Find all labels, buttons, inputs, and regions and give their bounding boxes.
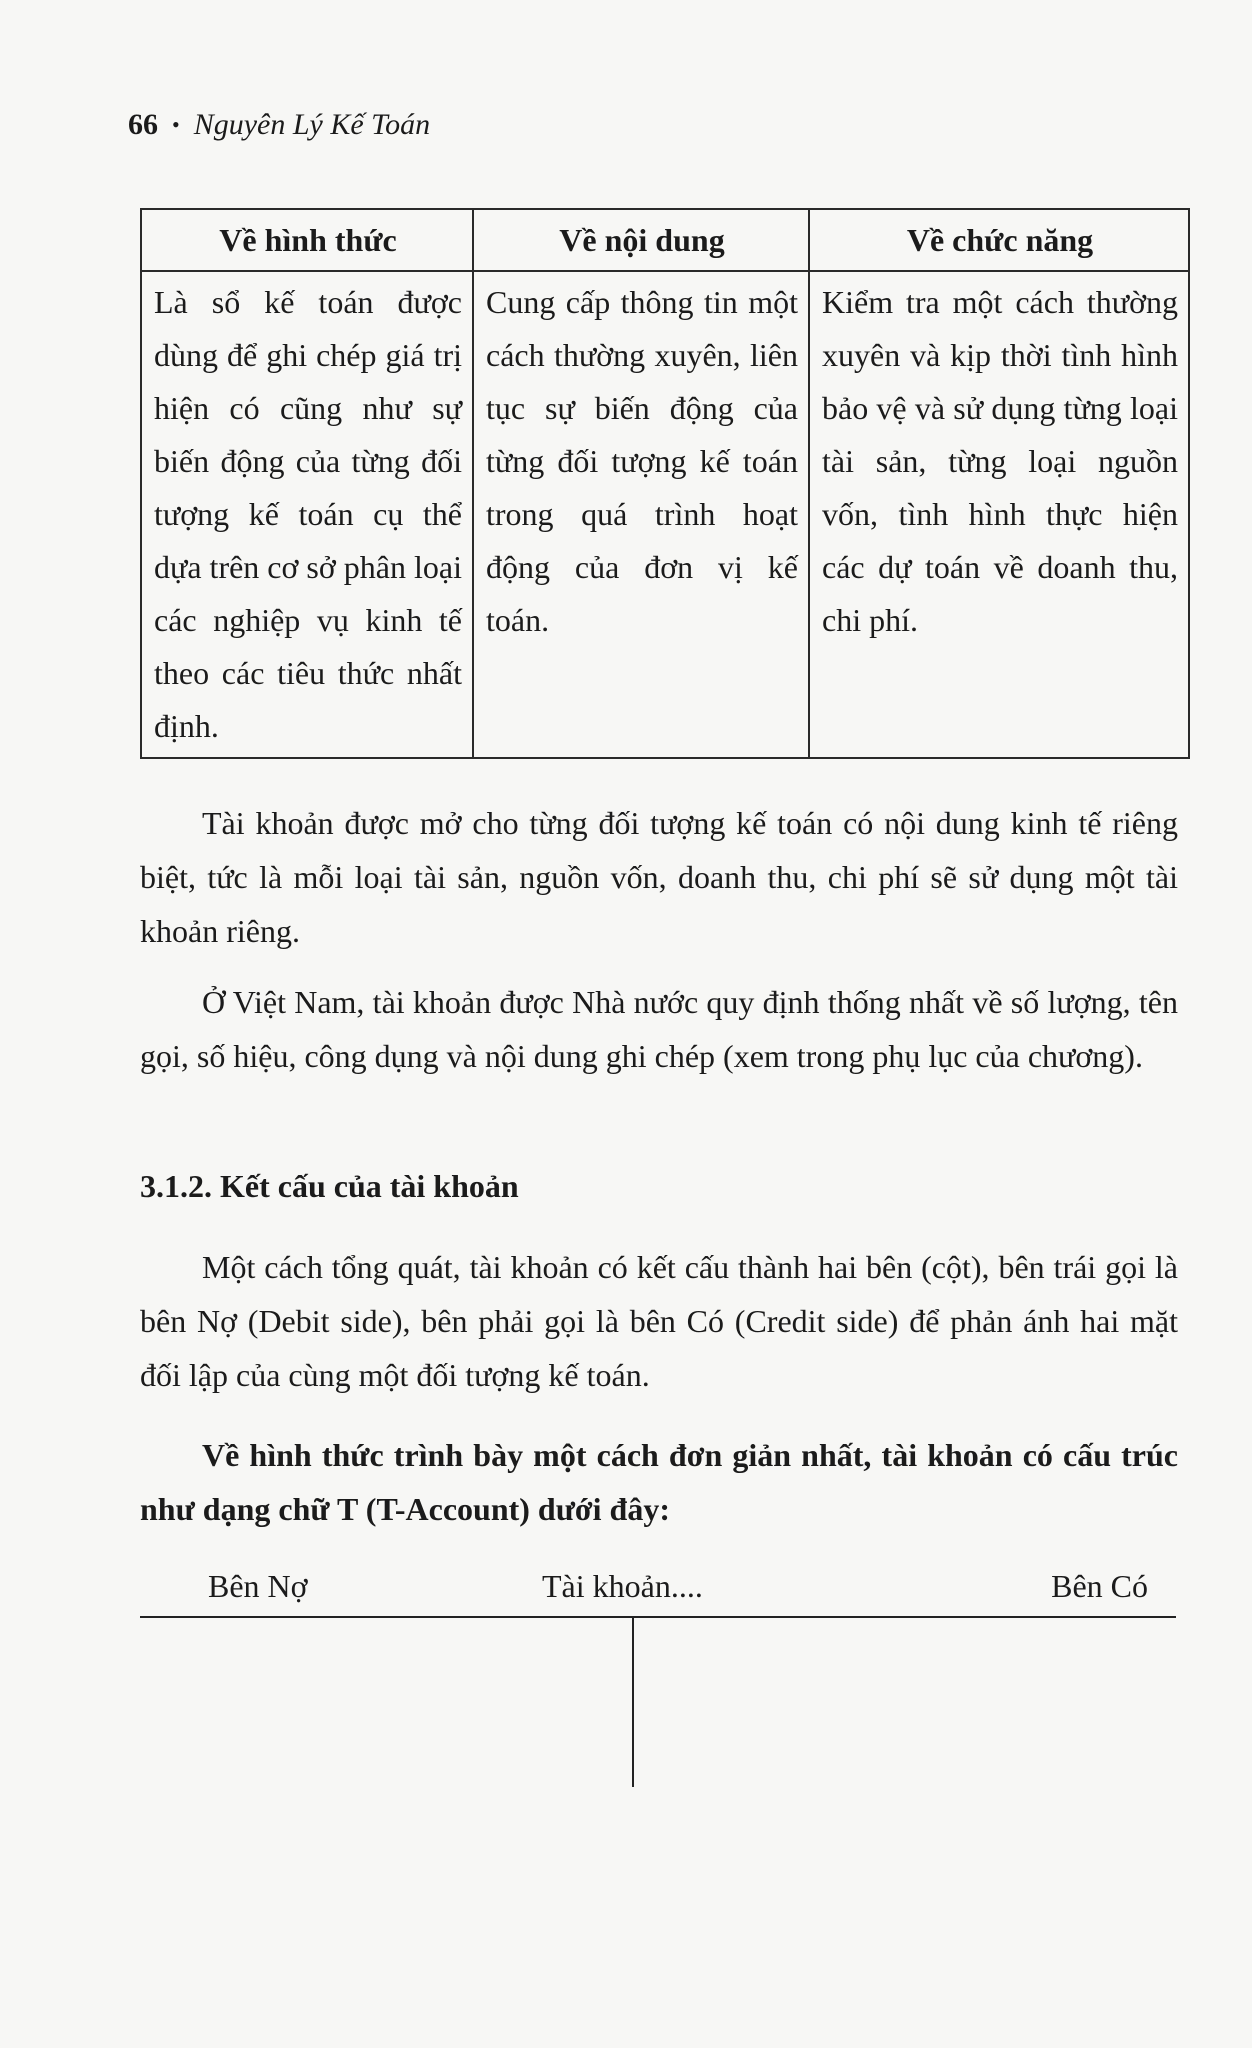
- credit-side-label: Bên Có: [1051, 1568, 1148, 1604]
- section-heading: 3.1.2. Kết cấu của tài khoản: [140, 1168, 519, 1204]
- comparison-table: [140, 208, 1190, 759]
- t-account-diagram: [140, 1568, 1176, 1788]
- account-name-label: Tài khoản....: [542, 1568, 703, 1604]
- t-account-horizontal-line: [140, 1616, 1176, 1618]
- header-bullet: •: [172, 112, 180, 137]
- paragraph-account-per-object: Tài khoản được mở cho từng đối tượng kế toán có nội dung kinh tế riêng biệt, tức là mỗi loại tài sản, nguồn vốn, doanh thu, chi phí sẽ sử dụng một tài khoản riêng.: [140, 805, 1178, 949]
- table-header-row: [141, 209, 1189, 271]
- table-row: [141, 271, 1189, 758]
- header-function: Về chức năng: [809, 209, 1189, 271]
- cell-function: Kiểm tra một cách thường xuyên và kịp thời tình hình bảo vệ và sử dụng từng loại tài sản, từng loại nguồn vốn, tình hình thực hiện các dự toán về doanh thu, chi phí.: [809, 271, 1189, 758]
- t-account-vertical-line: [632, 1617, 634, 1787]
- header-content: Về nội dung: [473, 209, 809, 271]
- cell-form: Là sổ kế toán được dùng để ghi chép giá trị hiện có cũng như sự biến động của từng đối tượng kế toán cụ thể dựa trên cơ sở phân loại các nghiệp vụ kinh tế theo các tiêu thức nhất định.: [141, 271, 473, 758]
- cell-content: Cung cấp thông tin một cách thường xuyên, liên tục sự biến động của từng đối tượng kế toán trong quá trình hoạt động của đơn vị kế toán.: [473, 271, 809, 758]
- paragraph-t-account-intro: Về hình thức trình bày một cách đơn giản nhất, tài khoản có cấu trúc như dạng chữ T (T-Account) dưới đây:: [140, 1437, 1178, 1527]
- paragraph-account-structure: Một cách tổng quát, tài khoản có kết cấu thành hai bên (cột), bên trái gọi là bên Nợ (Debit side), bên phải gọi là bên Có (Credit side) để phản ánh hai mặt đối lập của cùng một đối tượng kế toán.: [140, 1249, 1178, 1393]
- book-title: Nguyên Lý Kế Toán: [193, 108, 431, 141]
- paragraph-vietnam-regulation: Ở Việt Nam, tài khoản được Nhà nước quy định thống nhất về số lượng, tên gọi, số hiệu, công dụng và nội dung ghi chép (xem trong phụ lục của chương).: [140, 984, 1178, 1074]
- header-form: Về hình thức: [141, 209, 473, 271]
- page-number: 66: [128, 108, 158, 141]
- debit-side-label: Bên Nợ: [208, 1568, 308, 1604]
- running-header: [128, 108, 430, 142]
